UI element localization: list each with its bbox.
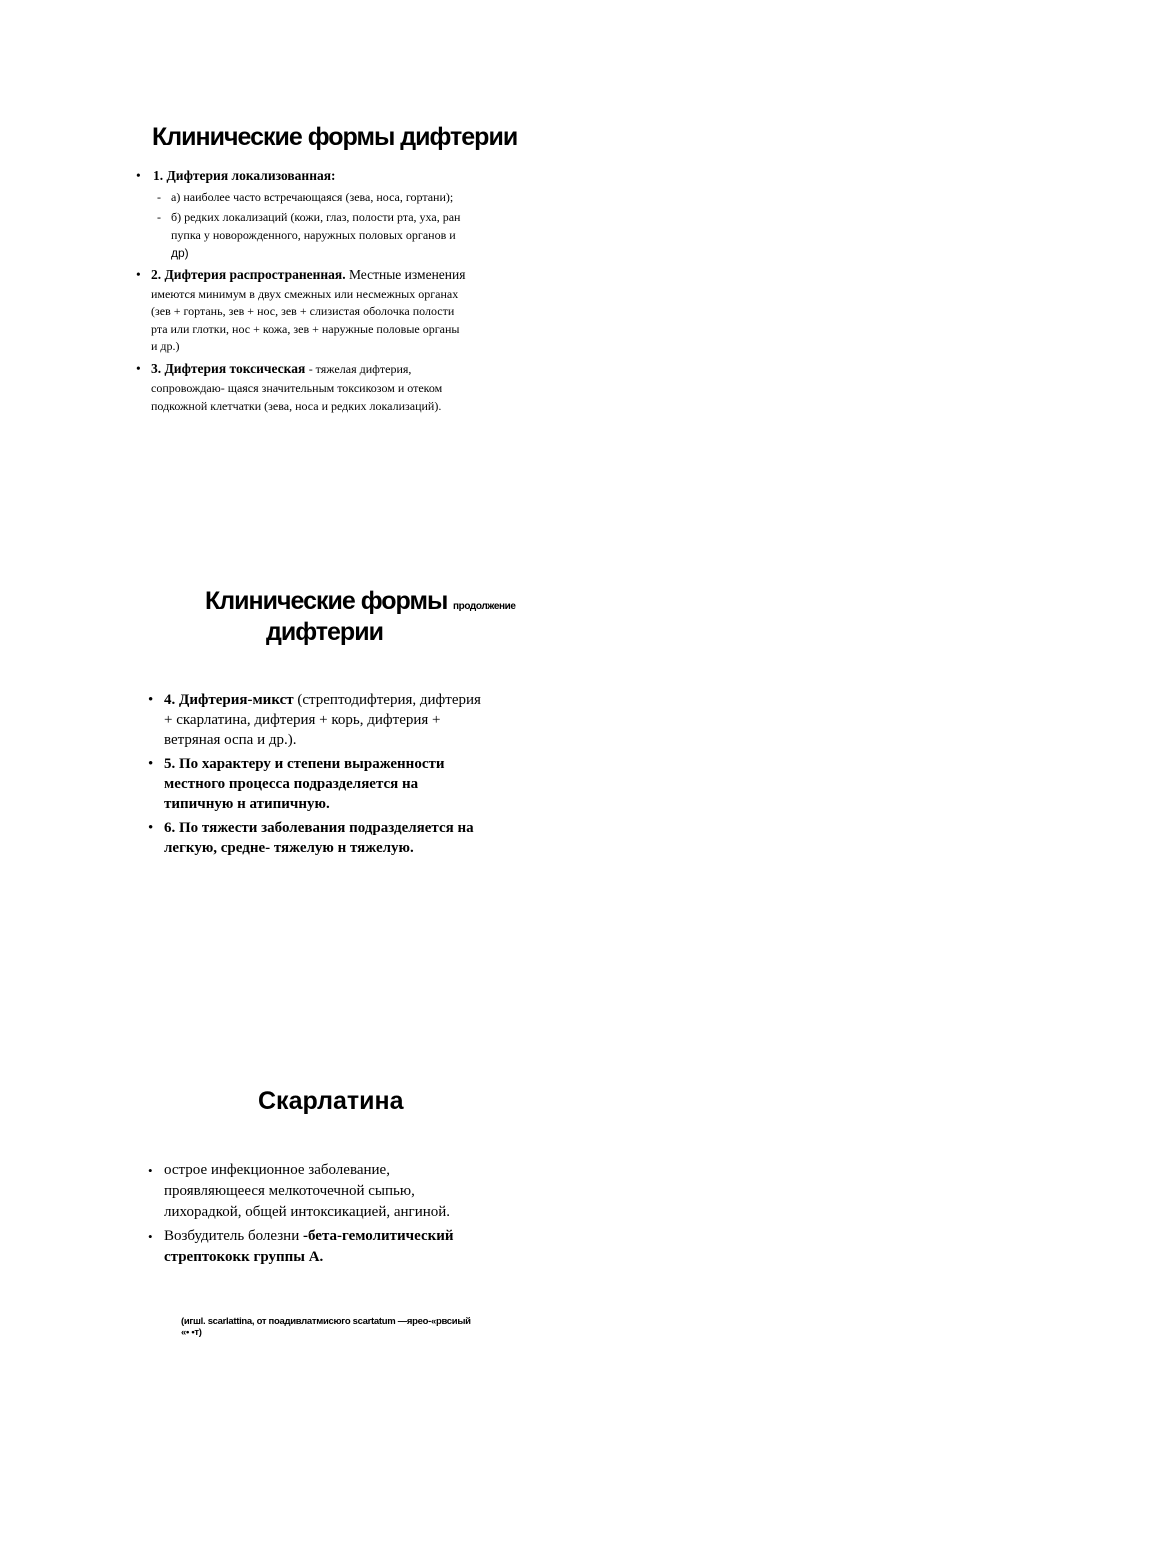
etymology-footnote [181,1316,471,1338]
bullet: • [148,820,154,836]
item-line: легкую, средне- тяжелую н тяжелую. [164,840,414,856]
item-title: 4. Дифтерия-микст [164,692,294,708]
sub-item-b-line: пупка у новорожденного, наружных половых органов и [171,228,456,242]
sub-item-b-line: б) редких локализаций (кожи, глаз, полости рта, уха, ран [171,210,461,224]
item-line: типичную н атипичную. [164,796,330,812]
sub-dash: - [157,190,161,204]
item-text: (стрептодифтерия, дифтерия [297,692,481,708]
item-line [151,266,465,284]
bullet: • [148,1229,153,1244]
bullet: • [136,267,141,282]
bullet: • [136,361,141,376]
item-line [151,360,411,378]
slide-1-title: Клинические формы дифтерии [152,123,518,151]
item-line: острое инфекционное заболевание, [164,1162,390,1178]
item-line: (зев + гортань, зев + нос, зев + слизистая оболочка полости [151,304,455,318]
slide-2-title-line-1: Клинические формы [205,587,448,615]
item-line: лихорадкой, общей интоксикацией, ангиной. [164,1204,451,1220]
item-line: местного процесса подразделяется на [164,776,419,792]
footnote-line: (игшl. scarlattina, от поадивлатмисюго scartatum —ярео-«рвсиый [181,1316,471,1327]
item-text: Местные изменения [348,267,466,282]
item-line: 6. По тяжести заболевания подразделяется на [164,820,474,836]
sub-item-a: а) наиболее часто встречающаяся (зева, носа, гортани); [171,190,454,204]
item-line: имеются минимум в двух смежных или несмежных органах [151,287,459,301]
item-title: 2. Дифтерия распространенная. [151,267,346,282]
item-line: подкожной клетчатки (зева, носа и редких локализаций). [151,399,442,413]
item-text: - тяжелая дифтерия, [308,362,412,376]
bullet: • [148,692,154,708]
item-text: Возбудитель болезни [164,1228,303,1244]
bullet: • [148,1163,153,1178]
item-title: 3. Дифтерия токсическая [151,361,306,376]
bullet: • [136,168,141,183]
footnote-line: «• •т) [181,1327,202,1338]
slide-2-title-line-2: дифтерии [266,618,383,646]
item-line: сопровождаю- щаяся значительным токсикозом и отеком [151,381,443,395]
item-line [164,690,481,710]
slide-3-title: Скарлатина [258,1087,404,1115]
sub-item-b-line: др) [171,246,189,260]
item-title: 1. Дифтерия локализованная: [153,168,336,183]
item-line: + скарлатина, дифтерия + корь, дифтерия + [164,712,441,728]
item-line: 5. По характеру и степени выраженности [164,756,445,772]
item-line: проявляющееся мелкоточечной сыпью, [164,1183,415,1199]
bullet: • [148,756,154,772]
item-bold-text: -бета-гемолитический [302,1228,454,1244]
item-line: ветряная оспа и др.). [164,732,297,748]
item-line: рта или глотки, нос + кожа, зев + наружные половые органы [151,322,460,336]
item-line [164,1226,454,1247]
sub-dash: - [157,210,161,224]
item-line: стрептококк группы А. [164,1249,324,1265]
continuation-label: продолжение [453,601,516,612]
item-line: и др.) [151,339,180,353]
